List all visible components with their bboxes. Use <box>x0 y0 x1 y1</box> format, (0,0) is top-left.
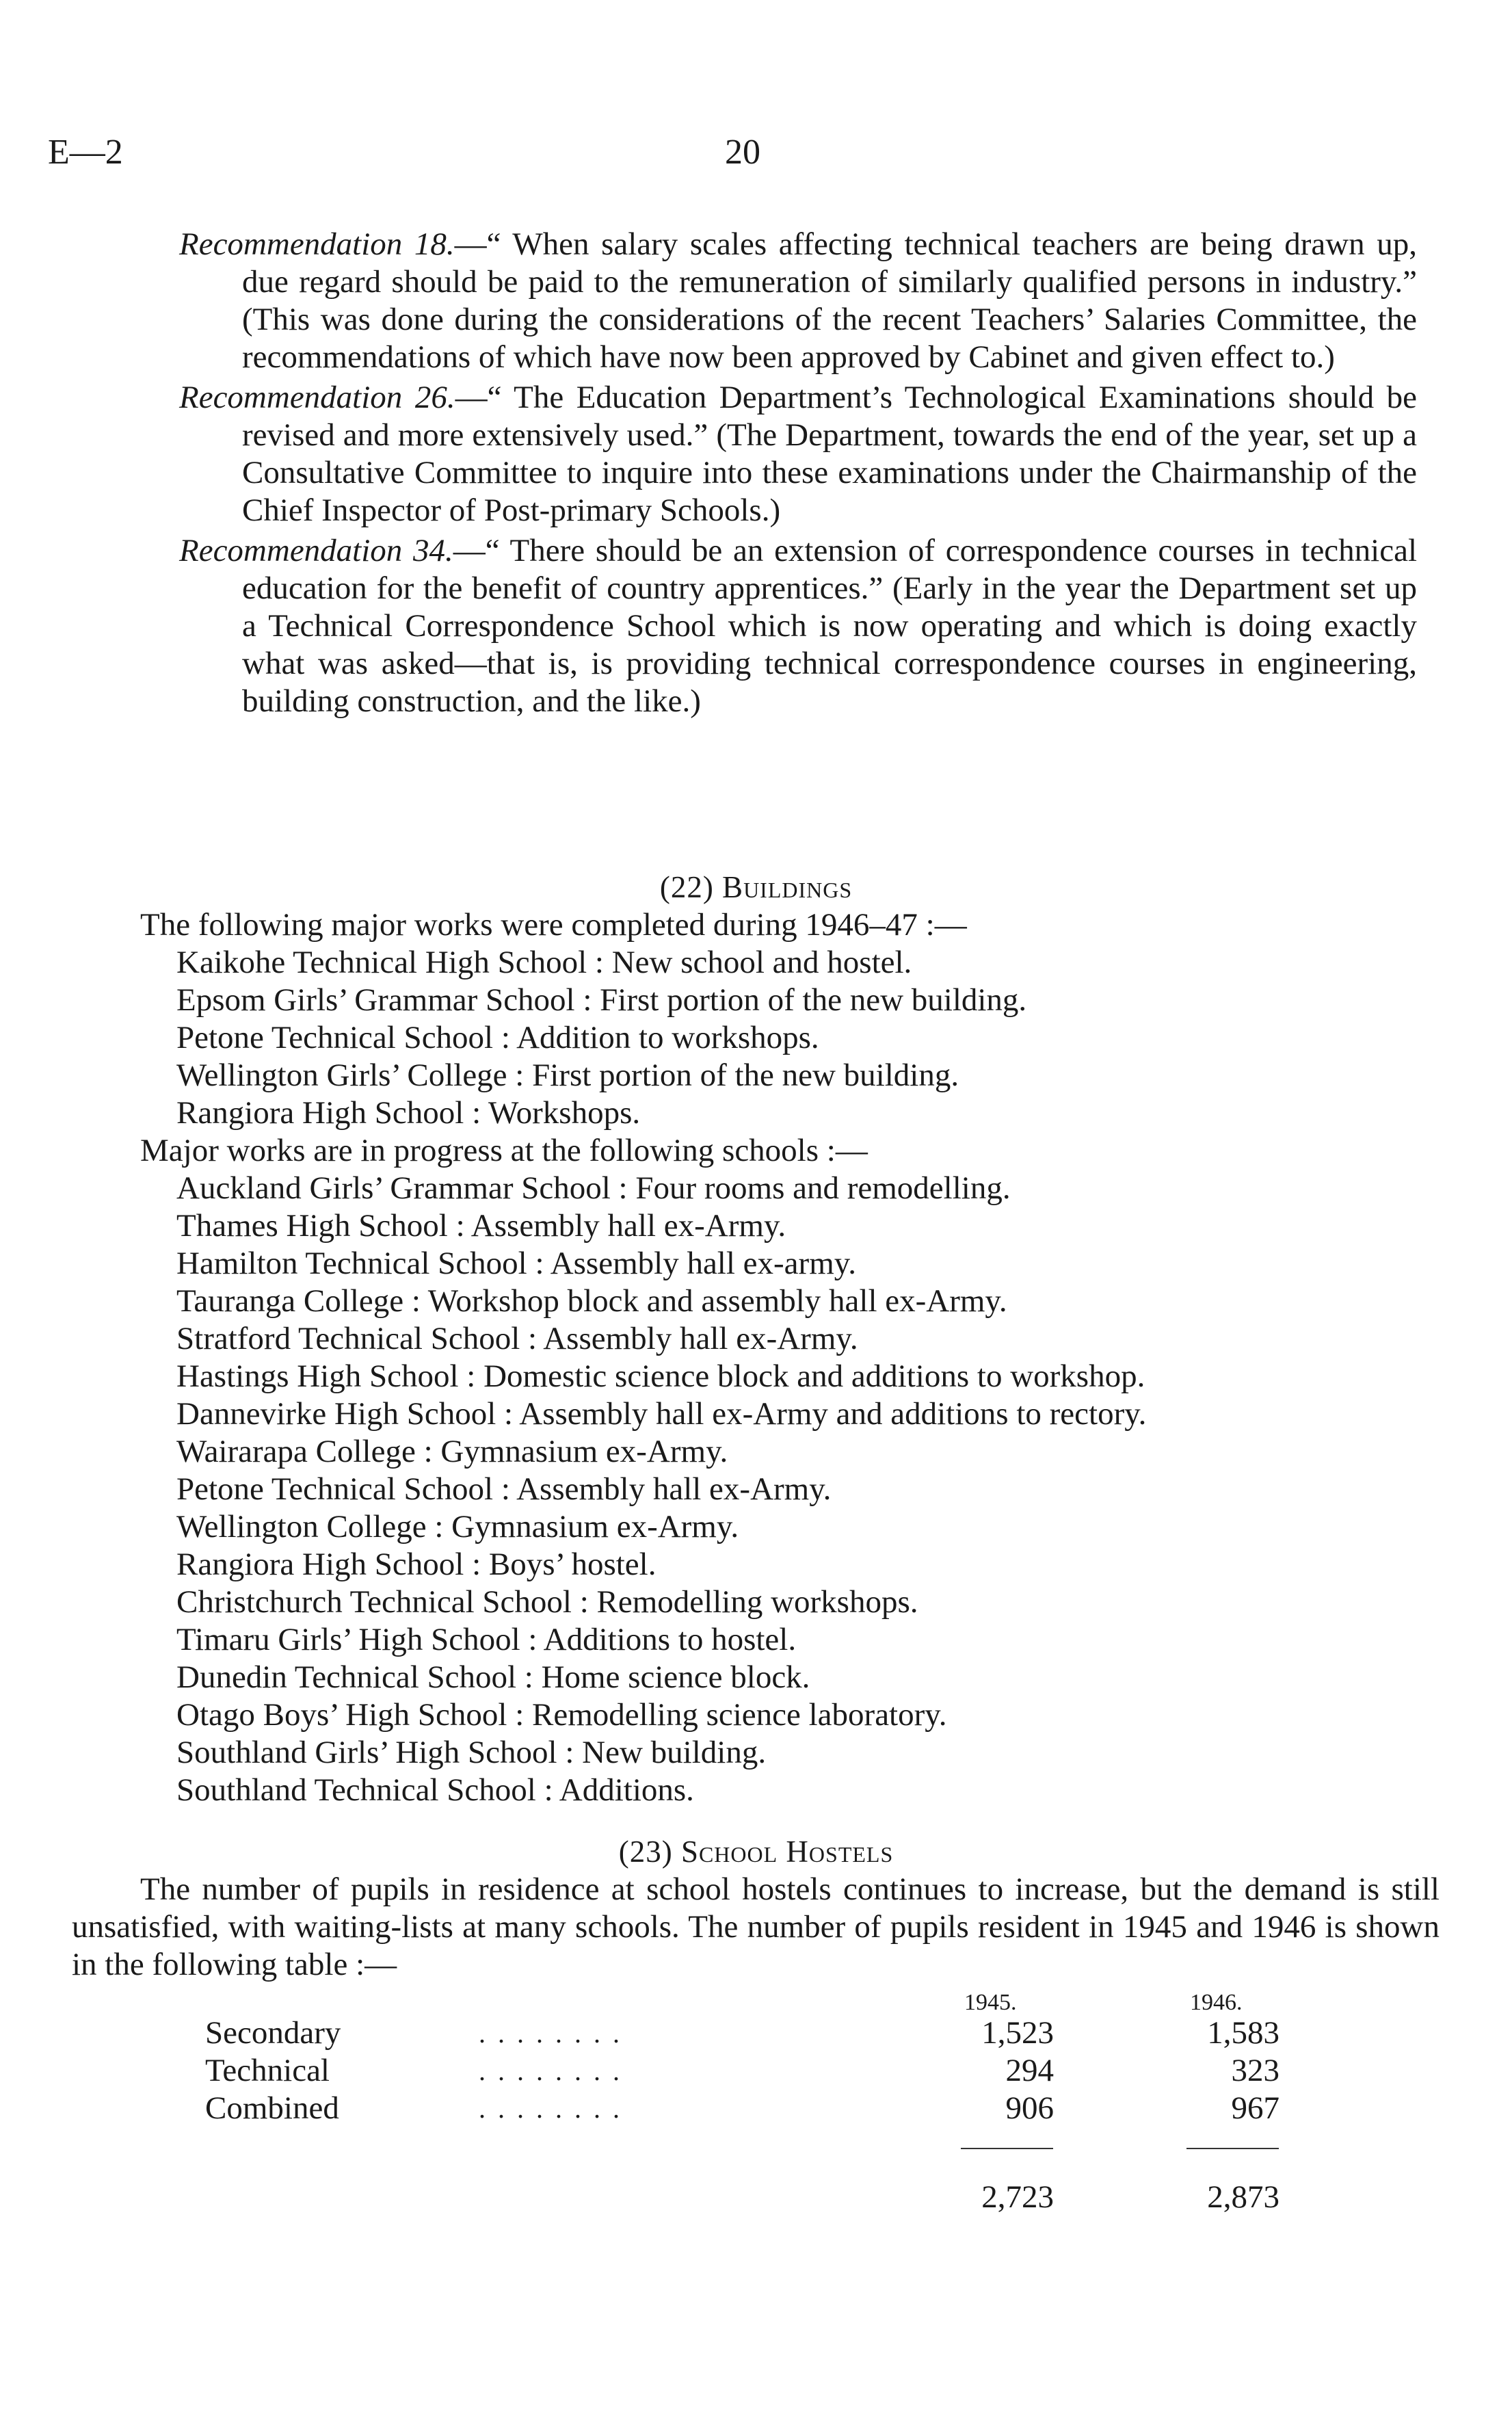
value-1945: 906 <box>1005 2090 1054 2126</box>
leader-dots: . . . . . . . . <box>479 2055 622 2086</box>
list-item: Stratford Technical School : Assembly hall ex-Army. <box>176 1321 858 1356</box>
hostels-heading: (23) School Hostels <box>618 1835 894 1869</box>
table-row <box>0 2090 1512 2127</box>
column-header-1946: 1946. <box>1190 1990 1243 2015</box>
completed-works-list <box>176 944 1442 1132</box>
hostel-residents-table <box>0 1984 1512 2244</box>
recommendation-text: —“ The Education Department’s Technological Examinations should be revised and more extensively used.” (The Department, towards the end of the year, set up a Consultative Committee to inquire into these examinations under the Chairmanship of the Chief Inspector of Post-primary Schools.) <box>242 380 1417 528</box>
list-item: Dannevirke High School : Assembly hall ex-Army and additions to rectory. <box>176 1396 1147 1432</box>
progress-works-list <box>176 1170 1442 1809</box>
document-code: E—2 <box>48 133 123 172</box>
list-item: Rangiora High School : Workshops. <box>176 1095 641 1131</box>
list-item: Kaikohe Technical High School : New school and hostel. <box>176 945 912 980</box>
list-item: Petone Technical School : Assembly hall ex-Army. <box>176 1471 832 1507</box>
list-item: Epsom Girls’ Grammar School : First portion of the new building. <box>176 982 1027 1018</box>
list-item: Thames High School : Assembly hall ex-Army. <box>176 1208 786 1244</box>
list-item: Otago Boys’ High School : Remodelling science laboratory. <box>176 1697 947 1733</box>
value-1946: 323 <box>1231 2053 1279 2088</box>
totals-row <box>0 2179 1512 2216</box>
list-item: Timaru Girls’ High School : Additions to hostel. <box>176 1622 797 1657</box>
list-item: Christchurch Technical School : Remodelling workshops. <box>176 1584 918 1620</box>
list-item: Auckland Girls’ Grammar School : Four rooms and remodelling. <box>176 1170 1011 1206</box>
progress-works-intro: Major works are in progress at the following schools :— <box>140 1133 868 1168</box>
recommendation-26 <box>179 379 1417 529</box>
page-header <box>0 133 1512 174</box>
recommendation-label: Recommendation 26. <box>179 380 455 415</box>
buildings-heading: (22) Buildings <box>659 870 853 904</box>
total-1946: 2,873 <box>1207 2179 1279 2215</box>
list-item: Petone Technical School : Addition to workshops. <box>176 1020 819 1055</box>
page-number: 20 <box>725 133 760 172</box>
sum-rule-1946 <box>1186 2148 1279 2149</box>
value-1946: 967 <box>1231 2090 1279 2126</box>
recommendation-label: Recommendation 18. <box>179 226 455 262</box>
sum-rule-1945 <box>961 2148 1053 2149</box>
column-header-1945: 1945. <box>964 1990 1017 2015</box>
list-item: Wellington College : Gymnasium ex-Army. <box>176 1509 739 1545</box>
row-label: Combined <box>205 2090 339 2126</box>
row-label: Secondary <box>205 2015 341 2051</box>
list-item: Dunedin Technical School : Home science block. <box>176 1659 810 1695</box>
total-1945: 2,723 <box>981 2179 1054 2215</box>
list-item: Southland Technical School : Additions. <box>176 1772 694 1808</box>
table-row <box>0 2052 1512 2090</box>
list-item: Wellington Girls’ College : First portion of the new building. <box>176 1057 959 1093</box>
leader-dots: . . . . . . . . <box>479 2093 622 2124</box>
hostels-paragraph: The number of pupils in residence at school hostels continues to increase, but the demand is still unsatisfied, with waiting-lists at many schools. The number of pupils resident in 1945 and 1946 is shown in the following table :— <box>72 1871 1440 1982</box>
completed-works-intro: The following major works were completed during 1946–47 :— <box>140 907 967 943</box>
list-item: Hamilton Technical School : Assembly hall ex-army. <box>176 1246 856 1281</box>
row-label: Technical <box>205 2053 330 2088</box>
recommendations-block <box>179 226 1417 723</box>
leader-dots: . . . . . . . . <box>479 2018 622 2049</box>
value-1946: 1,583 <box>1207 2015 1279 2051</box>
recommendation-label: Recommendation 34. <box>179 533 453 568</box>
list-item: Rangiora High School : Boys’ hostel. <box>176 1547 656 1582</box>
value-1945: 294 <box>1005 2053 1054 2088</box>
recommendation-text: —“ There should be an extension of correspondence courses in technical education for the benefit of country apprentices.” (Early in the year the Department set up a Technical Correspondence School which is now operating and which is doing exactly what was asked—that is, is providing technical correspondence courses in engineering, building construction, and the like.) <box>242 533 1417 719</box>
list-item: Hastings High School : Domestic science block and additions to workshop. <box>176 1358 1145 1394</box>
list-item: Tauranga College : Workshop block and assembly hall ex-Army. <box>176 1283 1007 1319</box>
recommendation-text: —“ When salary scales affecting technical teachers are being drawn up, due regard should be paid to the remuneration of similarly qualified persons in industry.” (This was done during the considerations of the recent Teachers’ Salaries Committee, the recommendations of which have now been approved by Cabinet and given effect to.) <box>242 226 1417 375</box>
table-row <box>0 2014 1512 2052</box>
recommendation-34 <box>179 532 1417 720</box>
list-item: Wairarapa College : Gymnasium ex-Army. <box>176 1434 728 1469</box>
recommendation-18 <box>179 226 1417 376</box>
value-1945: 1,523 <box>981 2015 1054 2051</box>
list-item: Southland Girls’ High School : New building. <box>176 1735 767 1770</box>
